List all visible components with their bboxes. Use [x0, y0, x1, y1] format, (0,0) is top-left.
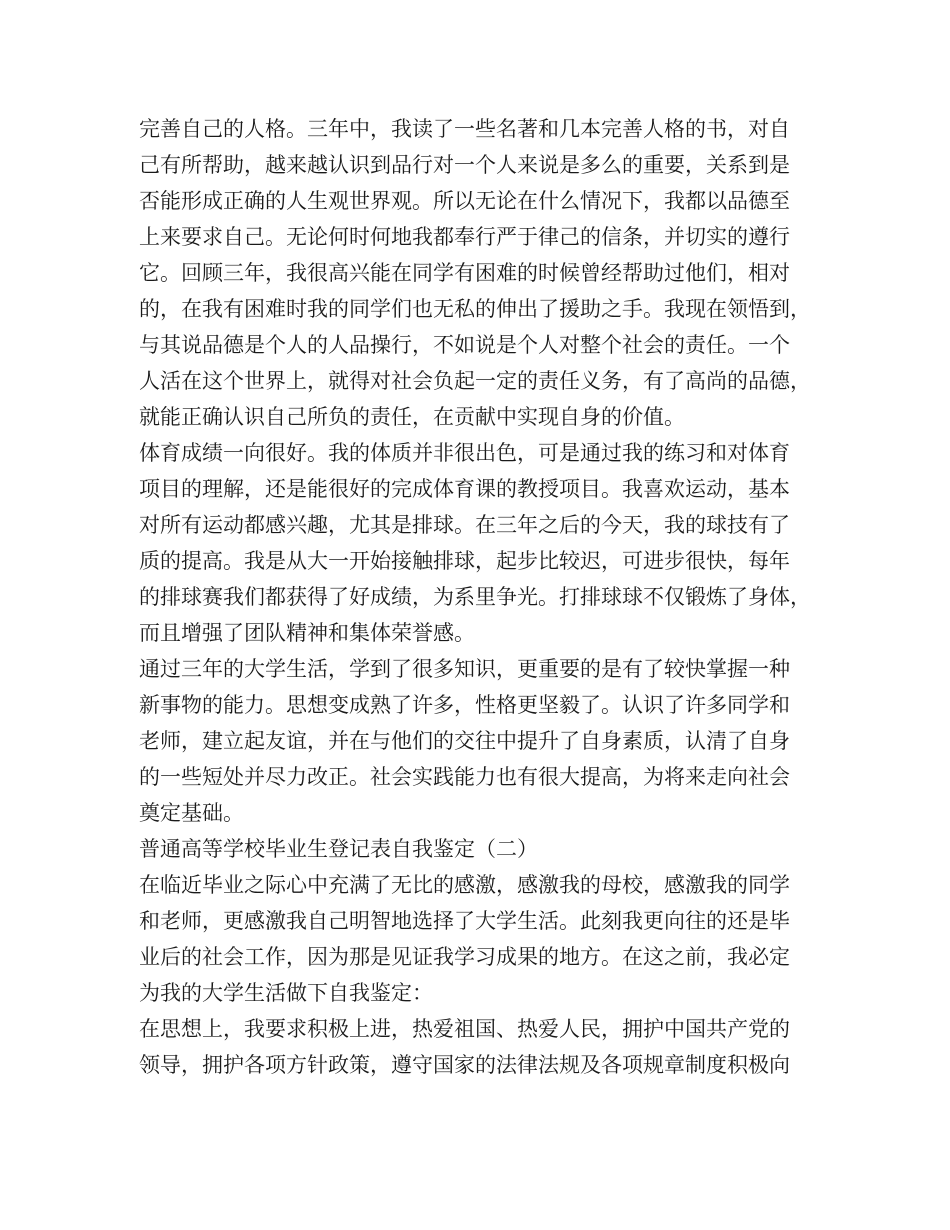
text-line: 和老师，更感激我自己明智地选择了大学生活。此刻我更向往的还是毕 — [139, 909, 790, 933]
text-line: 的排球赛我们都获得了好成绩，为系里争光。打排球球不仅锻炼了身体， — [139, 585, 811, 609]
document-body-text — [139, 111, 829, 1083]
text-line: 质的提高。我是从大一开始接触排球，起步比较迟，可进步很快，每年 — [139, 549, 790, 573]
text-line: 领导，拥护各项方针政策，遵守国家的法律法规及各项规章制度积极向 — [139, 1053, 790, 1077]
text-line: 老师，建立起友谊，并在与他们的交往中提升了自身素质，认清了自身 — [139, 729, 790, 753]
text-line: 人活在这个世界上，就得对社会负起一定的责任义务，有了高尚的品德， — [139, 369, 811, 393]
text-line: 在临近毕业之际心中充满了无比的感激，感激我的母校，感激我的同学 — [139, 873, 790, 897]
text-line: 为我的大学生活做下自我鉴定： — [139, 981, 433, 1005]
text-line: 项目的理解，还是能很好的完成体育课的教授项目。我喜欢运动，基本 — [139, 477, 790, 501]
text-line: 己有所帮助，越来越认识到品行对一个人来说是多么的重要，关系到是 — [139, 153, 790, 177]
text-line: 它。回顾三年，我很高兴能在同学有困难的时候曾经帮助过他们，相对 — [139, 261, 790, 285]
text-line: 体育成绩一向很好。我的体质并非很出色，可是通过我的练习和对体育 — [139, 441, 790, 465]
text-line: 在思想上，我要求积极上进，热爱祖国、热爱人民，拥护中国共产党的 — [139, 1017, 790, 1041]
text-line: 的一些短处并尽力改正。社会实践能力也有很大提高，为将来走向社会 — [139, 765, 790, 789]
text-line: 否能形成正确的人生观世界观。所以无论在什么情况下，我都以品德至 — [139, 189, 790, 213]
section-heading: 普通高等学校毕业生登记表自我鉴定（二） — [139, 837, 538, 861]
text-line: 业后的社会工作，因为那是见证我学习成果的地方。在这之前，我必定 — [139, 945, 790, 969]
text-line: 就能正确认识自己所负的责任，在贡献中实现自身的价值。 — [139, 405, 685, 429]
text-line: 的，在我有困难时我的同学们也无私的伸出了援助之手。我现在领悟到， — [139, 297, 811, 321]
text-line: 通过三年的大学生活，学到了很多知识，更重要的是有了较快掌握一种 — [139, 657, 790, 681]
text-line: 与其说品德是个人的人品操行，不如说是个人对整个社会的责任。一个 — [139, 333, 790, 357]
text-line: 对所有运动都感兴趣，尤其是排球。在三年之后的今天，我的球技有了 — [139, 513, 790, 537]
text-line: 而且增强了团队精神和集体荣誉感。 — [139, 621, 475, 645]
text-line: 奠定基础。 — [139, 801, 244, 825]
text-line: 新事物的能力。思想变成熟了许多，性格更坚毅了。认识了许多同学和 — [139, 693, 790, 717]
text-line: 上来要求自己。无论何时何地我都奉行严于律己的信条，并切实的遵行 — [139, 225, 790, 249]
text-line: 完善自己的人格。三年中，我读了一些名著和几本完善人格的书，对自 — [139, 117, 790, 141]
